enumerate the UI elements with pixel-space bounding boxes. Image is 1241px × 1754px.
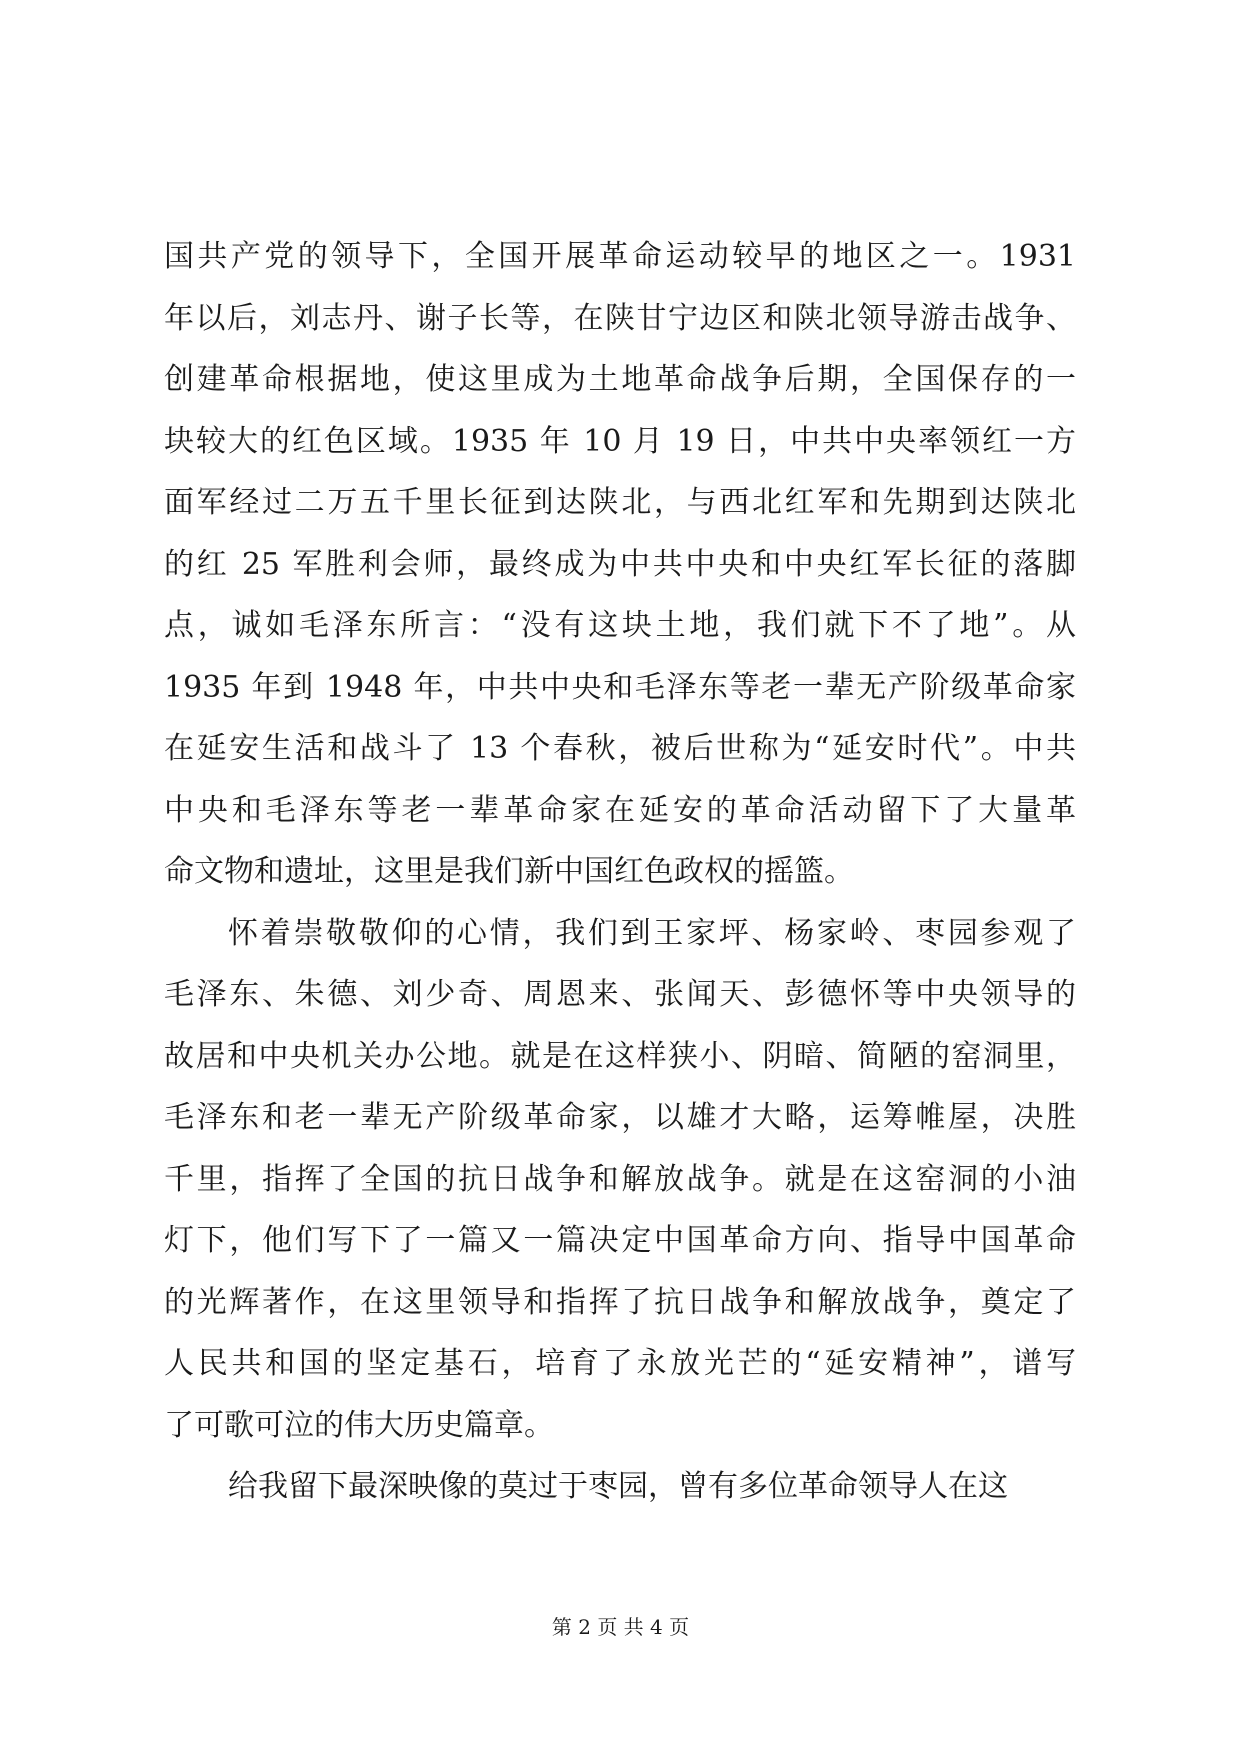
text-line: 灯下，他们写下了一篇又一篇决定中国革命方向、指导中国革命 (164, 1223, 1076, 1258)
text-line: 块较大的红色区域。1935 年 10 月 19 日，中共中央率领红一方 (164, 423, 1076, 459)
page-number-footer: 第 2 页 共 4 页 (551, 1615, 690, 1639)
text-line: 毛泽东和老一辈无产阶级革命家，以雄才大略，运筹帷屋，决胜 (164, 1100, 1076, 1135)
text-line: 了可歌可泣的伟大历史篇章。 (164, 1407, 554, 1443)
text-line: 千里，指挥了全国的抗日战争和解放战争。就是在这窑洞的小油 (164, 1161, 1076, 1197)
text-line: 1935 年到 1948 年，中共中央和毛泽东等老一辈无产阶级革命家 (164, 669, 1076, 705)
paragraph-first-line: 怀着崇敬敬仰的心情，我们到王家坪、杨家岭、枣园参观了 (228, 915, 1076, 951)
text-line: 面军经过二万五千里长征到达陕北，与西北红军和先期到达陕北 (164, 485, 1076, 520)
text-line: 在延安生活和战斗了 13 个春秋，被后世称为“延安时代”。中共 (164, 731, 1076, 766)
text-line: 毛泽东、朱德、刘少奇、周恩来、张闻天、彭德怀等中央领导的 (164, 977, 1076, 1012)
text-line: 点，诚如毛泽东所言：“没有这块土地，我们就下不了地”。从 (164, 608, 1076, 643)
paragraph-first-line: 给我留下最深映像的莫过于枣园，曾有多位革命领导人在这 (228, 1469, 1008, 1504)
text-line: 的光辉著作，在这里领导和指挥了抗日战争和解放战争，奠定了 (164, 1284, 1076, 1320)
text-line: 的红 25 军胜利会师，最终成为中共中央和中央红军长征的落脚 (164, 546, 1076, 582)
text-line: 命文物和遗址，这里是我们新中国红色政权的摇篮。 (164, 854, 854, 889)
text-line: 创建革命根据地，使这里成为土地革命战争后期，全国保存的一 (164, 362, 1076, 397)
text-line: 故居和中央机关办公地。就是在这样狭小、阴暗、简陋的窑洞里， (164, 1038, 1076, 1074)
text-line: 国共产党的领导下，全国开展革命运动较早的地区之一。1931 (164, 239, 1076, 274)
text-line: 年以后，刘志丹、谢子长等，在陕甘宁边区和陕北领导游击战争、 (164, 300, 1076, 336)
document-body (164, 226, 1076, 1518)
text-line: 人民共和国的坚定基石，培育了永放光芒的“延安精神”，谱写 (164, 1346, 1076, 1381)
text-line: 中央和毛泽东等老一辈革命家在延安的革命活动留下了大量革 (164, 792, 1076, 828)
